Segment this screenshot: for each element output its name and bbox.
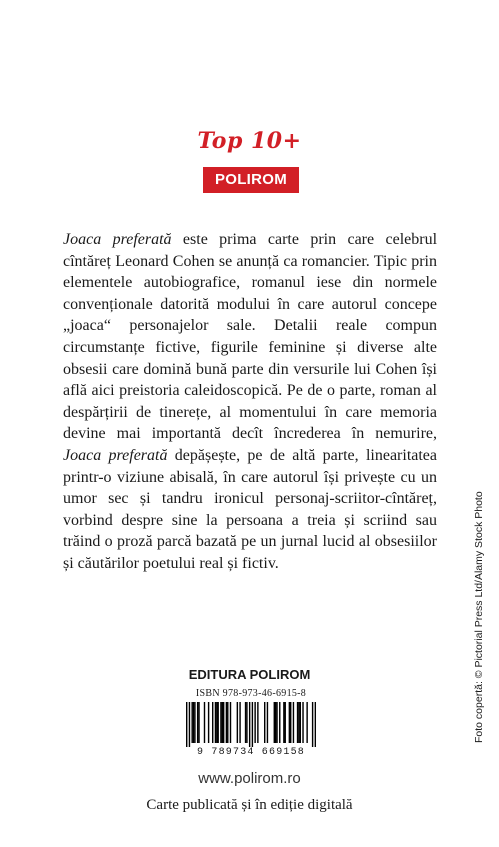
barcode-bar [306, 702, 307, 743]
book-title-italic: Joaca preferată [63, 446, 168, 464]
barcode-bar [249, 702, 250, 747]
barcode-bar [216, 702, 217, 743]
book-title-italic: Joaca preferată [63, 231, 172, 248]
barcode-bar [275, 702, 276, 743]
book-description [63, 229, 437, 575]
barcode-bar [285, 702, 286, 743]
barcode-bar [217, 702, 218, 743]
barcode-bar [223, 702, 224, 743]
publisher-badge: POLIROM [203, 167, 299, 193]
barcode-bar [230, 702, 231, 743]
barcode-bar [191, 702, 192, 743]
barcode-bar [194, 702, 195, 743]
barcode-bar [312, 702, 313, 747]
series-logo-top10: Top 10+ [197, 128, 302, 154]
barcode-bar [300, 702, 301, 743]
digital-edition-note: Carte publicată și în ediție digitală [146, 797, 353, 813]
barcode-bar [264, 702, 265, 743]
isbn-label: ISBN 978-973-46-6915-8 [195, 688, 307, 699]
barcode-bar [215, 702, 216, 743]
barcode-bar [315, 702, 316, 747]
barcode-bar [290, 702, 291, 743]
barcode-bar [274, 702, 275, 743]
description-text: este prima carte prin care celebrul cîntăreț Leonard Cohen se anunță ca romancier. Tipic prin elementele autobiografice, romanul iese din normele convenționale datorită modului în care autorul concepe „joaca“ personajelor sale. Detalii reale compun circumstanțe fictive, figurile feminine și diverse alte obsesii care domină bună parte din versurile lui Cohen își află aici preistoria caleidoscopică. Pe de o parte, roman al despărțirii de tinerețe, al momentului în care memoria devine mai importantă decît încrederea în nemurire, [63, 231, 438, 443]
barcode-bar [189, 702, 190, 747]
barcode-bar [212, 702, 213, 743]
barcode-bar [237, 702, 238, 743]
barcode-bar [222, 702, 223, 743]
barcode-bar [293, 702, 294, 743]
barcode-bar [279, 702, 280, 743]
barcode-bar [239, 702, 240, 743]
barcode-bar [220, 702, 221, 743]
publisher-imprint: EDITURA POLIROM [188, 667, 311, 682]
barcode-bar [289, 702, 290, 743]
barcode-bar [198, 702, 199, 743]
barcode-bar [204, 702, 205, 743]
barcode-bar [257, 702, 258, 743]
barcode-block [176, 687, 326, 758]
barcode-image [186, 702, 316, 747]
barcode-bar [245, 702, 246, 743]
barcode-bar [246, 702, 247, 743]
cover-photo-credit: Foto copertă: © Pictorial Press Ltd/Alamy Stock Photo [473, 491, 485, 743]
barcode-bar [267, 702, 268, 743]
barcode-bar [197, 702, 198, 743]
barcode-bar [298, 702, 299, 743]
barcode-bar [254, 702, 255, 743]
publisher-website-link[interactable]: www.polirom.ro [198, 770, 301, 787]
barcode-bar [283, 702, 284, 743]
barcode-bar [276, 702, 277, 743]
barcode-bar [208, 702, 209, 743]
barcode-bar [227, 702, 228, 743]
description-text: depășește, pe de altă parte, linearitatea printr-o viziune abisală, în care autorul își privește cu un umor sec și tandru ironicul personaj-scriitor-cîntăreț, vorbind despre sine la persoana a treia și scriind sau trăind o proză parcă bazată pe un jurnal lucid al obsesiilor și căutărilor poetului real și fictiv. [63, 446, 438, 572]
barcode-bar [226, 702, 227, 743]
barcode-bar [302, 702, 303, 743]
barcode-bar [297, 702, 298, 743]
barcode-bar [193, 702, 194, 743]
barcode-bar [186, 702, 187, 747]
barcode-bar [252, 702, 253, 747]
barcode-digits: 9 789734 669158 [196, 747, 305, 758]
